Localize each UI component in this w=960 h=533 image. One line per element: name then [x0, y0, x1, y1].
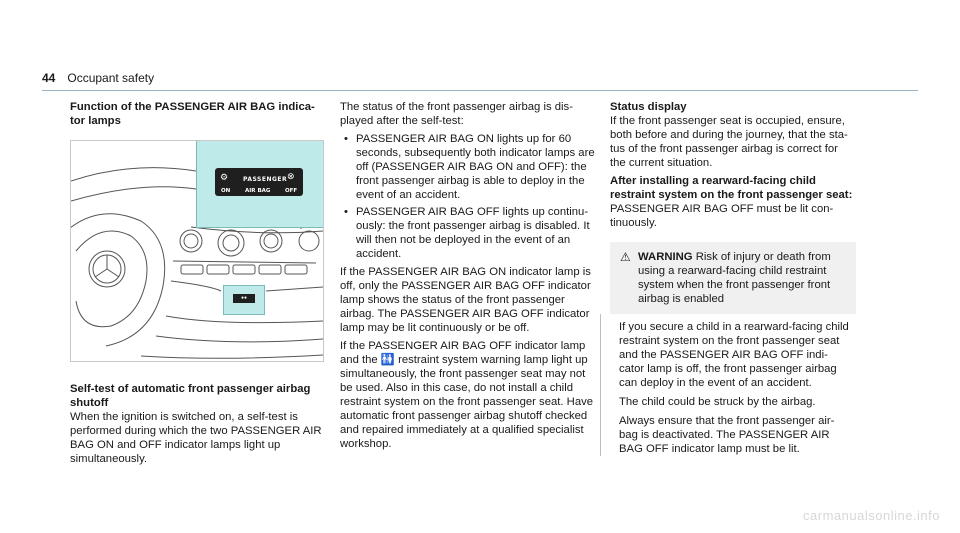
selftest-heading: Self-test of automatic front passenger airbag shutoff — [70, 383, 311, 409]
indicator-paragraph: If the PASSENGER AIR BAG ON indicator lamp is off, only the PASSENGER AIR BAG OFF indicator lamp shows the status of the front passenger airbag. The PASSENGER AIR BAG OFF indicator lamp may be lit continuously or be off. — [340, 266, 591, 334]
panel-airbag-label: AIR BAG — [245, 188, 271, 194]
header-divider — [42, 90, 918, 91]
warning-label: WARNING — [638, 251, 693, 263]
warning-lamp-text-start: If the PASSENGER AIR BAG OFF indicator lamp and the — [340, 340, 586, 366]
column-2 — [340, 100, 596, 455]
indicator-location-icon: ●● — [233, 294, 255, 303]
airbag-off-icon: ⊗ — [287, 172, 295, 182]
page-header — [42, 71, 154, 85]
status-display-text: If the front passenger seat is occupied, ensure, both before and during the journey, that the sta- tus of the front passenger airbag is correct for the current situation. — [610, 115, 848, 169]
status-list-item: • PASSENGER AIR BAG ON lights up for 60 seconds, subsequently both indicator lamps are off (PASSENGER AIR BAG ON and OFF): the front passenger airbag is able to deploy in the event of an accident. — [356, 132, 596, 202]
watermark: carmanualsonline.info — [803, 508, 940, 523]
selftest-text: When the ignition is switched on, a self-test is performed during which the two PASSENGER AIR BAG ON and OFF indicator lamps light up simultaneously. — [70, 411, 322, 465]
indicator-callout — [196, 141, 324, 228]
warning-body — [600, 314, 856, 456]
warning-triangle-icon: ⚠ — [620, 250, 631, 264]
column-1 — [70, 100, 326, 470]
warning-paragraph-1: If you secure a child in a rearward-facing child restraint system on the front passenger seat and the PASSENGER AIR BAG OFF indi- cator lamp is off, the front passenger airbag can deploy in the event of an accident. — [619, 321, 849, 389]
function-heading: Function of the PASSENGER AIR BAG indica- tor lamps — [70, 101, 315, 127]
section-title: Occupant safety — [67, 71, 155, 85]
warning-box — [610, 242, 856, 314]
warning-header — [620, 250, 846, 306]
dashboard-illustration — [70, 140, 324, 362]
warning-paragraph-3: Always ensure that the front passenger air- bag is deactivated. The PASSENGER AIR BAG OFF indicator lamp must be lit. — [619, 415, 835, 455]
airbag-on-icon: ⚙ — [220, 173, 229, 183]
install-text: PASSENGER AIR BAG OFF must be lit con- tinuously. — [610, 203, 834, 229]
panel-passenger-label: PASSENGER — [243, 176, 288, 183]
warning-title: Risk of injury or death from using a rearward-facing child restraint system when the front passenger front airbag is enabled — [638, 251, 831, 305]
warning-lamp-text-end: restraint system warning lamp light up simultaneously, the front passenger seat may not be used. Also in this case, do not install a child restraint system on the front passenger seat. Have automatic front passenger airbag shutoff checked and repaired immediately at a qualified specialist workshop. — [340, 354, 594, 450]
warning-lamp-paragraph — [340, 339, 596, 451]
passenger-airbag-indicator-panel — [215, 168, 303, 196]
indicator-location-highlight — [223, 285, 265, 315]
warning-paragraph-2: The child could be struck by the airbag. — [619, 396, 816, 408]
panel-off-label: OFF — [285, 188, 298, 194]
status-display-heading: Status display — [610, 101, 687, 113]
status-intro: The status of the front passenger airbag is dis- played after the self-test: — [340, 101, 573, 127]
install-paragraph — [610, 174, 856, 230]
status-list-item: • PASSENGER AIR BAG OFF lights up continu- ously: the front passenger airbag is disabled. It will then not be deployed in the event of an accident. — [356, 205, 596, 261]
column-3 — [610, 100, 856, 461]
panel-on-label: ON — [221, 188, 231, 194]
install-label: After installing a rearward-facing child restraint system on the front passenger seat: — [610, 175, 853, 201]
seatbelt-warning-icon: 🚻 — [380, 354, 395, 366]
status-list — [340, 132, 596, 261]
page-number: 44 — [42, 71, 56, 85]
